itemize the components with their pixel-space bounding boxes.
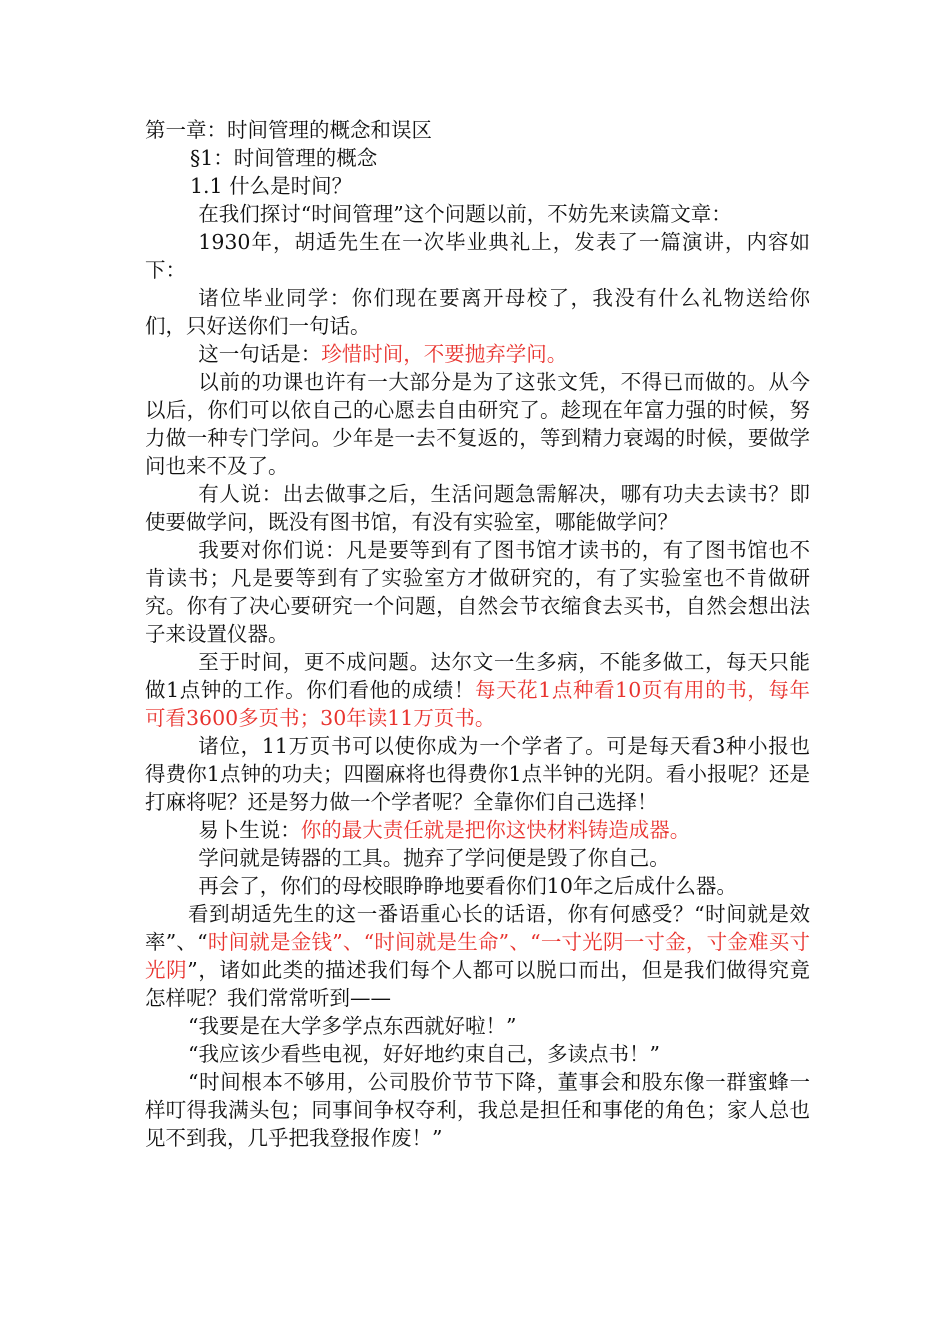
paragraph-13-text-b: ”，诸如此类的描述我们每个人都可以脱口而出，但是我们做得究竟怎样呢？我们常常听到—— bbox=[145, 958, 811, 1010]
highlight-cherish-time: 珍惜时间，不要抛弃学问。 bbox=[321, 342, 568, 366]
highlight-time-sayings: 时间就是金钱”、“时间就是生命”、“一寸光阴一寸金，寸金难买寸光阴 bbox=[145, 930, 810, 982]
paragraph-1: 在我们探讨“时间管理”这个问题以前，不妨先来读篇文章： bbox=[198, 202, 732, 226]
paragraph-9: 诸位，11万页书可以使你成为一个学者了。可是每天看3种小报也得费你1点钟的功夫；四圈麻将也得费你1点半钟的光阴。看小报呢？还是打麻将呢？还是努力做一个学者呢？全靠你们自己选择！ bbox=[145, 734, 810, 814]
paragraph-8-text: 至于时间，更不成问题。达尔文一生多病，不能多做工，每天只能做1点钟的工作。你们看他的成绩！ bbox=[145, 650, 810, 702]
quote-3: “时间根本不够用，公司股价节节下降，董事会和股东像一群蜜蜂一样叮得我满头包；同事间争权夺利，我总是担任和事佬的角色；家人总也见不到我，几乎把我登报作废！” bbox=[145, 1070, 810, 1150]
subsection-title: 1.1 什么是时间？ bbox=[190, 174, 353, 198]
paragraph-11: 学问就是铸器的工具。抛弃了学问便是毁了你自己。 bbox=[198, 846, 670, 870]
paragraph-4 bbox=[145, 340, 810, 368]
paragraph-13 bbox=[145, 900, 810, 1012]
paragraph-13-text-a: 看到胡适先生的这一番语重心长的话语，你有何感受？“时间就是效率”、“ bbox=[145, 902, 810, 954]
document-page bbox=[145, 116, 810, 1152]
paragraph-10 bbox=[145, 816, 810, 844]
quote-1: “我要是在大学多学点东西就好啦！” bbox=[188, 1014, 517, 1038]
highlight-reading-pages: 每天花1点种看10页有用的书，每年可看3600多页书；30年读11万页书。 bbox=[145, 678, 810, 730]
paragraph-2: 1930年，胡适先生在一次毕业典礼上，发表了一篇演讲，内容如下： bbox=[145, 230, 810, 282]
chapter-title: 第一章：时间管理的概念和误区 bbox=[145, 118, 432, 142]
paragraph-12: 再会了，你们的母校眼睁睁地要看你们10年之后成什么器。 bbox=[198, 874, 737, 898]
paragraph-8 bbox=[145, 648, 810, 732]
paragraph-6: 有人说：出去做事之后，生活问题急需解决，哪有功夫去读书？即使要做学问，既没有图书馆，有没有实验室，哪能做学问？ bbox=[145, 482, 810, 534]
quote-2: “我应该少看些电视，好好地约束自己，多读点书！” bbox=[188, 1042, 661, 1066]
paragraph-7: 我要对你们说：凡是要等到有了图书馆才读书的，有了图书馆也不肯读书；凡是要等到有了实验室方才做研究的，有了实验室也不肯做研究。你有了决心要研究一个问题，自然会节衣缩食去买书，自然会想出法子来设置仪器。 bbox=[145, 538, 810, 646]
paragraph-4-text: 这一句话是： bbox=[198, 342, 322, 366]
paragraph-5: 以前的功课也许有一大部分是为了这张文凭，不得已而做的。从今以后，你们可以依自己的心愿去自由研究了。趁现在年富力强的时候，努力做一种专门学问。少年是一去不复返的，等到精力衰竭的时候，要做学问也来不及了。 bbox=[145, 370, 810, 478]
paragraph-10-text: 易卜生说： bbox=[198, 818, 301, 842]
highlight-ibsen-quote: 你的最大责任就是把你这快材料铸造成器。 bbox=[300, 818, 691, 842]
section-title: §1：时间管理的概念 bbox=[190, 146, 378, 170]
paragraph-3: 诸位毕业同学：你们现在要离开母校了，我没有什么礼物送给你们，只好送你们一句话。 bbox=[145, 286, 810, 338]
